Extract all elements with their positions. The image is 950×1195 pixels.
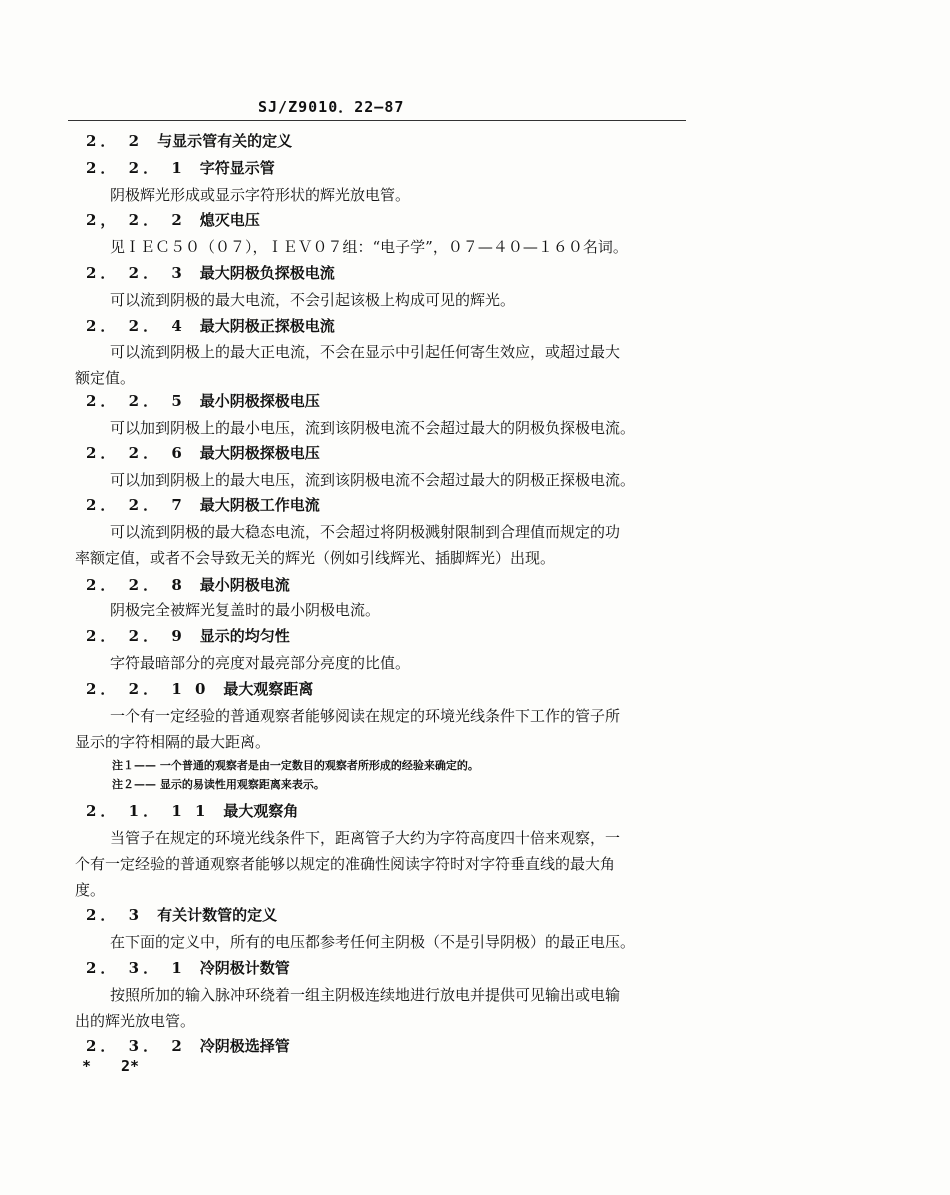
section-number: 2． 2． 9 [86,627,186,645]
section-number: 2． 2． 4 [86,317,186,335]
note-line: 注２—— 显示的易读性用观察距离来表示。 [112,778,325,791]
paragraph-line: 按照所加的输入脉冲环绕着一组主阴极连续地进行放电并提供可见输出或电输 [110,986,621,1004]
section-number: 2． 1． 1 1 [86,802,210,820]
section-title: 冷阴极计数管 [199,959,290,977]
paragraph-line: 可以流到阴极上的最大正电流，不会在显示中引起任何寄生效应，或超过最大 [110,343,621,361]
header-rule [68,120,686,121]
section-number: 2． 2． 1 0 [86,680,210,698]
section-heading [86,390,320,411]
section-number: 2， 2． 2 [86,211,186,229]
paragraph-line: 阴极完全被辉光复盖时的最小阴极电流。 [110,601,381,619]
section-title: 显示的均匀性 [199,627,290,645]
section-title: 字符显示管 [199,159,275,177]
section-heading [86,442,320,463]
section-number: 2． 3 [86,906,144,924]
section-number: 2． 2． 1 [86,159,186,177]
section-number: 2． 3． 2 [86,1037,186,1055]
section-title: 冷阴极选择管 [199,1037,290,1055]
section-heading [86,157,275,178]
section-heading [86,957,290,978]
paragraph-line: 字符最暗部分的亮度对最亮部分亮度的比值。 [110,654,411,672]
section-title: 最大观察距离 [223,680,314,698]
section-number: 2． 2 [86,132,144,150]
paragraph-line: 可以加到阴极上的最大电压，流到该阴极电流不会超过最大的阴极正探极电流。 [110,471,636,489]
section-heading [86,904,277,925]
section-title: 最大阴极探极电压 [199,444,320,462]
paragraph-line: 在下面的定义中，所有的电压都参考任何主阴极（不是引导阴极）的最正电压。 [110,933,636,951]
section-title: 最大阴极工作电流 [199,496,320,514]
section-number: 2． 2． 3 [86,264,186,282]
paragraph-line: 可以加到阴极上的最小电压，流到该阴极电流不会超过最大的阴极负探极电流。 [110,419,636,437]
section-title: 熄灭电压 [199,211,260,229]
paragraph-line: 可以流到阴极的最大稳态电流，不会超过将阴极溅射限制到合理值而规定的功 [110,523,621,541]
paragraph-line: 出的辉光放电管。 [75,1012,196,1030]
paragraph-line: 当管子在规定的环境光线条件下，距离管子大约为字符高度四十倍来观察，一 [110,829,621,847]
paragraph-line: 可以流到阴极的最大电流，不会引起该极上构成可见的辉光。 [110,291,516,309]
section-title: 与显示管有关的定义 [157,132,293,150]
section-number: 2． 2． 6 [86,444,186,462]
paragraph-line: 率额定值，或者不会导致无关的辉光（例如引线辉光、插脚辉光）出现。 [75,549,556,567]
section-heading [86,262,335,283]
section-heading [86,678,313,699]
document-code: SJ/Z9010．22—87 [258,98,405,116]
section-heading [86,130,292,151]
section-heading [86,625,290,646]
section-heading [86,209,260,230]
paragraph-line: 见ＩＥＣ５０（０７），ＩＥＶ０７组：“电子学”，０７—４０—１６０名词。 [110,238,628,256]
section-title: 最大阴极负探极电流 [199,264,335,282]
paragraph-line: 度。 [75,881,106,899]
page-number: * 2* [82,1057,140,1075]
section-title: 最大观察角 [223,802,299,820]
section-heading [86,574,290,595]
section-heading [86,315,335,336]
section-title: 最小阴极探极电压 [199,392,320,410]
paragraph-line: 个有一定经验的普通观察者能够以规定的准确性阅读字符时对字符垂直线的最大角 [75,855,616,873]
section-number: 2． 2． 8 [86,576,186,594]
paragraph-line: 显示的字符相隔的最大距离。 [75,733,271,751]
section-heading [86,494,320,515]
paragraph-line: 阴极辉光形成或显示字符形状的辉光放电管。 [110,186,411,204]
section-title: 最大阴极正探极电流 [199,317,335,335]
section-number: 2． 3． 1 [86,959,186,977]
paragraph-line: 一个有一定经验的普通观察者能够阅读在规定的环境光线条件下工作的管子所 [110,707,621,725]
section-number: 2． 2． 7 [86,496,186,514]
section-title: 有关计数管的定义 [157,906,278,924]
paragraph-line: 额定值。 [75,369,136,387]
section-number: 2． 2． 5 [86,392,186,410]
note-line: 注１—— 一个普通的观察者是由一定数目的观察者所形成的经验来确定的。 [112,759,479,772]
section-heading [86,1035,290,1056]
section-heading [86,800,298,821]
section-title: 最小阴极电流 [199,576,290,594]
